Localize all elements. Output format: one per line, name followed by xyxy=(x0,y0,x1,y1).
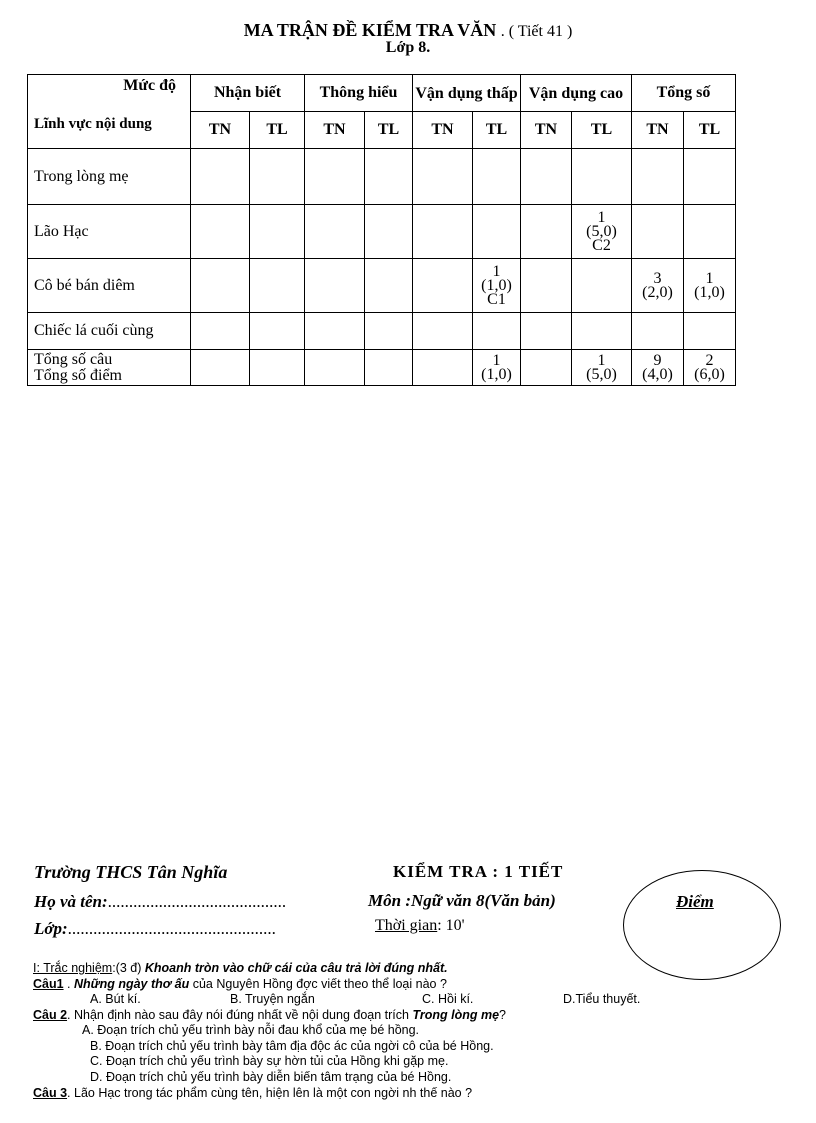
matrix-cell xyxy=(365,350,413,386)
matrix-cell xyxy=(191,205,250,259)
matrix-cell xyxy=(521,313,572,350)
time-label: Thời gian xyxy=(375,917,438,934)
sub-header: TL xyxy=(365,112,413,149)
answer-option[interactable]: C. Hồi kí. xyxy=(422,992,474,1006)
matrix-cell xyxy=(521,205,572,259)
row-label: Chiếc lá cuối cùng xyxy=(28,313,191,350)
matrix-cell xyxy=(572,149,632,205)
level-header: Thông hiểu xyxy=(305,75,413,112)
matrix-cell xyxy=(413,205,473,259)
matrix-cell: 1 (1,0) xyxy=(473,350,521,386)
matrix-cell xyxy=(632,205,684,259)
question-text: . Nhận định nào sau đây nói đúng nhất về nội dung đoạn trích xyxy=(67,1008,409,1022)
class-dots: ................................................. xyxy=(67,919,276,938)
level-header: Nhận biết xyxy=(191,75,305,112)
matrix-cell xyxy=(191,259,250,313)
sub-header: TN xyxy=(191,112,250,149)
sub-header: TL xyxy=(473,112,521,149)
matrix-cell: 9 (4,0) xyxy=(632,350,684,386)
row-label: Tổng số câu Tổng số điểm xyxy=(28,350,191,386)
matrix-cell xyxy=(365,205,413,259)
section-heading xyxy=(33,962,448,975)
score-label: Điểm xyxy=(676,892,714,911)
matrix-cell xyxy=(413,350,473,386)
exam-time xyxy=(375,917,465,935)
matrix-cell xyxy=(521,259,572,313)
title-text: MA TRẬN ĐỀ KIỂM TRA VĂN xyxy=(243,20,497,40)
matrix-cell: 1 (5,0) C2 xyxy=(572,205,632,259)
name-label: Họ và tên: xyxy=(34,892,108,911)
exam-title: KIỂM TRA : 1 TIẾT xyxy=(393,862,564,881)
row-label: Cô bé bán diêm xyxy=(28,259,191,313)
matrix-cell xyxy=(191,350,250,386)
answer-option[interactable]: B. Truyện ngắn xyxy=(230,992,315,1006)
matrix-cell xyxy=(413,313,473,350)
matrix-cell xyxy=(365,259,413,313)
matrix-cell: 1 (1,0) xyxy=(684,259,736,313)
matrix-cell xyxy=(572,313,632,350)
matrix-cell xyxy=(521,149,572,205)
matrix-cell xyxy=(250,259,305,313)
grade-title: Lớp 8. xyxy=(385,39,431,56)
matrix-cell xyxy=(632,313,684,350)
question-label: Câu 3 xyxy=(33,1086,68,1100)
table-row xyxy=(28,149,736,205)
question-text: của Nguyên Hồng đợc viết theo thể loại nào ? xyxy=(192,977,447,991)
section-title: I: Trắc nghiệm xyxy=(33,961,113,975)
sub-header: TL xyxy=(572,112,632,149)
table-row xyxy=(28,259,736,313)
sub-header: TN xyxy=(632,112,684,149)
matrix-cell xyxy=(413,149,473,205)
section-instruction: Khoanh tròn vào chữ cái của câu trả lời đúng nhất. xyxy=(144,961,448,975)
table-row xyxy=(28,350,736,386)
level-header: Vận dụng cao xyxy=(521,75,632,112)
name-dots: .......................................... xyxy=(107,892,287,911)
question-label: Câu 2 xyxy=(33,1008,68,1022)
matrix-corner-cell xyxy=(28,75,191,149)
row-label: Lão Hạc xyxy=(28,205,191,259)
matrix-cell xyxy=(305,350,365,386)
matrix-cell xyxy=(305,149,365,205)
matrix-body xyxy=(28,149,736,386)
table-row xyxy=(28,313,736,350)
matrix-cell xyxy=(572,259,632,313)
score-box xyxy=(623,870,781,980)
matrix-cell xyxy=(250,313,305,350)
time-value: : 10' xyxy=(437,917,465,934)
class-label: Lớp: xyxy=(34,919,68,938)
answer-option[interactable]: A. Bút kí. xyxy=(90,992,141,1006)
corner-level-label: Mức độ xyxy=(123,77,176,94)
matrix-cell xyxy=(305,313,365,350)
sub-header: TL xyxy=(684,112,736,149)
corner-content-label: Lĩnh vực nội dung xyxy=(34,116,152,132)
sub-header: TL xyxy=(250,112,305,149)
question-2 xyxy=(33,1009,506,1022)
matrix-cell xyxy=(413,259,473,313)
matrix-cell xyxy=(191,313,250,350)
matrix-cell: 1 (5,0) xyxy=(572,350,632,386)
matrix-table xyxy=(27,74,736,386)
page-title xyxy=(0,22,816,40)
school-name: Trường THCS Tân Nghĩa xyxy=(34,862,228,882)
matrix-cell xyxy=(632,149,684,205)
matrix-cell xyxy=(250,205,305,259)
sub-header: TN xyxy=(413,112,473,149)
answer-option[interactable]: C. Đoạn trích chủ yếu trình bày sự hờn tủi của Hồng khi gặp mẹ. xyxy=(90,1054,449,1068)
level-header: Vận dụng thấp xyxy=(413,75,521,112)
matrix-cell xyxy=(473,205,521,259)
matrix-cell xyxy=(250,149,305,205)
matrix-cell: 3 (2,0) xyxy=(632,259,684,313)
matrix-cell xyxy=(521,350,572,386)
matrix-cell xyxy=(250,350,305,386)
matrix-cell xyxy=(684,313,736,350)
student-name-line xyxy=(34,892,286,912)
matrix-cell xyxy=(473,313,521,350)
answer-option[interactable]: A. Đoạn trích chủ yếu trình bày nỗi đau khổ của mẹ bé hồng. xyxy=(82,1023,420,1037)
exam-subject: Môn :Ngữ văn 8(Văn bản) xyxy=(368,891,556,910)
matrix-cell xyxy=(473,149,521,205)
section-points: :(3 đ) xyxy=(112,961,142,975)
matrix-cell xyxy=(305,259,365,313)
matrix-cell: 1 (1,0) C1 xyxy=(473,259,521,313)
sub-header: TN xyxy=(305,112,365,149)
sub-header: TN xyxy=(521,112,572,149)
question-label: Câu1 xyxy=(33,977,64,991)
answer-option[interactable]: D.Tiểu thuyết. xyxy=(563,992,641,1006)
class-line xyxy=(34,919,276,939)
question-work-title: Những ngày thơ ấu xyxy=(74,977,190,991)
level-header: Tổng số xyxy=(632,75,736,112)
matrix-cell: 2 (6,0) xyxy=(684,350,736,386)
matrix-cell xyxy=(365,313,413,350)
question-end: ? xyxy=(499,1008,506,1022)
matrix-cell xyxy=(365,149,413,205)
matrix-cell xyxy=(684,205,736,259)
question-3 xyxy=(33,1087,472,1100)
answer-option[interactable]: D. Đoạn trích chủ yếu trình bày diễn biến tâm trạng của bé Hồng. xyxy=(90,1070,452,1084)
answer-option[interactable]: B. Đoạn trích chủ yếu trình bày tâm địa độc ác của ngời cô của bé Hồng. xyxy=(90,1039,494,1053)
question-text: . Lão Hạc trong tác phẩm cùng tên, hiện lên là một con ngời nh thế nào ? xyxy=(67,1086,473,1100)
matrix-cell xyxy=(191,149,250,205)
question-work-title: Trong lòng mẹ xyxy=(412,1008,500,1022)
matrix-cell xyxy=(305,205,365,259)
table-row xyxy=(28,205,736,259)
title-note: . ( Tiết 41 ) xyxy=(500,23,573,40)
matrix-cell xyxy=(684,149,736,205)
question-1: Câu1 . Những ngày thơ ấu của Nguyên Hồng đợc viết theo thể loại nào ? xyxy=(33,977,447,991)
row-label: Trong lòng mẹ xyxy=(28,149,191,205)
